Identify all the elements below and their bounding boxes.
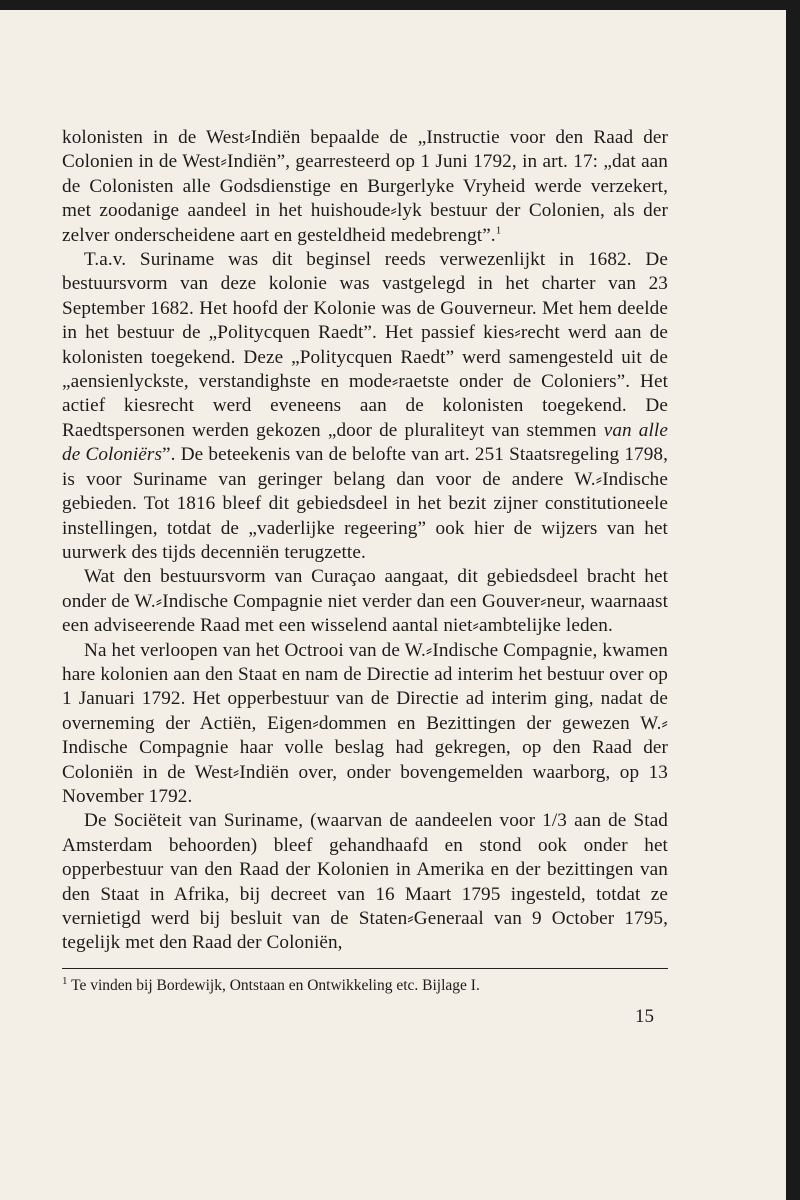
page-number: 15 <box>635 1006 654 1027</box>
fraction: 1/3 <box>542 810 567 832</box>
paragraph-text: ”. De beteekenis van de belofte van art. 251 Staatsregeling 1798, is voor Suriname van geringer belang dan voor de andere W.⸗Indische gebieden. Tot 1816 bleef dit gebiedsdeel in het bezit zijner constitutioneele instellingen, totdat de „vaderlijke regeering” ook hier de wijzers van het uurwerk des tijds decenniën terugzette. <box>62 444 668 563</box>
paragraph-text: kolonisten in de West⸗Indiën bepaalde de „Instructie voor den Raad der Colonien in de West⸗Indiën”, gearresteerd op 1 Juni 1792, in art. 17: „dat aan de Colonisten alle Godsdienstige en Burgerlyke Vryheid werde verzekert, met zoodanige aandeel in het huishoude⸗lyk bestuur der Colonien, als der zelver onderscheidene aart en gesteldheid medebrengt”. <box>62 127 668 246</box>
paragraph-1 <box>62 126 668 248</box>
body-text <box>62 126 668 956</box>
footnote-divider <box>62 968 668 969</box>
paragraph-text: Wat den bestuursvorm van Curaçao aangaat, dit gebiedsdeel bracht het onder de W.⸗Indische Compagnie niet verder dan een Gouver⸗neur, waarnaast een adviseerende Raad met een wisselend aantal niet⸗ambtelijke leden. <box>62 566 668 637</box>
document-page <box>0 10 786 1200</box>
paragraph-text: De Sociëteit van Suriname, (waarvan de aandeelen voor <box>84 810 536 832</box>
paragraph-text: Na het verloopen van het Octrooi van de W.⸗Indische Compagnie, kwamen hare kolonien aan den Staat en nam de Directie ad interim het bestuur over op 1 Januari 1792. Het opperbestuur van de Directie ad interim ging, nadat de overneming der Actiën, Eigen⸗dommen en Bezittingen der gewezen W.⸗Indische Compagnie haar volle beslag had gekregen, op den Raad der Coloniën in de West⸗Indiën over, onder bovengemelden waarborg, op 13 November 1792. <box>62 639 668 807</box>
italic-quote: van alle de Coloniërs <box>62 419 668 466</box>
footnote-reference: 1 <box>495 224 502 237</box>
paragraph-text: T.a.v. Suriname was dit beginsel reeds verwezenlijkt in 1682. De bestuursvorm van deze kolonie was vastgelegd in het charter van 23 September 1682. Het hoofd der Kolonie was de Gouverneur. Met hem deelde in het bestuur de „Politycquen Raedt”. Het passief kies⸗recht werd aan de kolonisten toegekend. Deze „Politycquen Raedt” werd samengesteld uit de „aensienlyckste, verstandighste en mode⸗raetste onder de Coloniers”. Het actief kiesrecht werd eveneens aan de kolonisten toegekend. De Raedtspersonen werden gekozen „door de pluraliteyt van stemmen <box>62 249 668 441</box>
footnote-text: Te vinden bij Bordewijk, Ontstaan en Ontwikkeling etc. Bijlage I. <box>71 977 480 994</box>
paragraph-5 <box>62 809 668 955</box>
paragraph-2 <box>62 248 668 565</box>
footnote-marker: 1 <box>62 974 68 987</box>
paragraph-text: aan de Stad Amsterdam behoorden) bleef gehandhaafd en stond ook onder het opperbestuur van den Raad der Kolonien in Amerika en der bezittingen van den Staat in Afrika, bij decreet van 16 Maart 1795 ingesteld, totdat ze vernietigd werd bij besluit van de Staten⸗Generaal van 9 October 1795, tegelijk met den Raad der Coloniën, <box>62 810 669 954</box>
paragraph-4 <box>62 639 668 810</box>
footnote <box>62 976 668 996</box>
paragraph-3 <box>62 565 668 638</box>
